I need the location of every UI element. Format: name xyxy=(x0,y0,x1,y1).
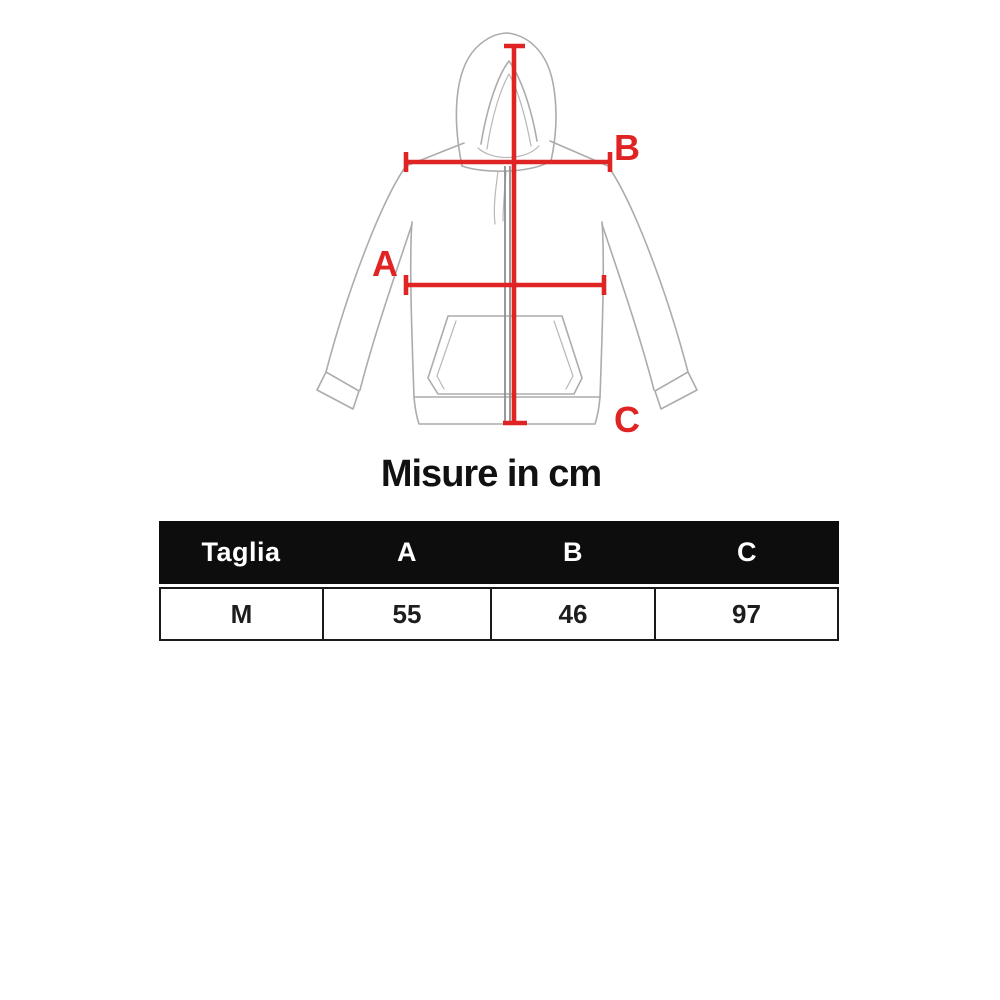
cell-b-value: 46 xyxy=(490,589,654,639)
header-cell-c: C xyxy=(737,537,757,567)
cell-c-value: 97 xyxy=(654,589,837,639)
measurement-lines xyxy=(406,46,610,423)
header-cell-b: B xyxy=(563,537,583,567)
size-table xyxy=(159,521,839,641)
header-cell-a: A xyxy=(397,537,417,567)
cell-a-value: 55 xyxy=(322,589,490,639)
hoodie-outline xyxy=(317,33,697,424)
header-cell-taglia: Taglia xyxy=(201,537,281,567)
hoodie-measurement-diagram xyxy=(0,0,1000,460)
size-table-header-row xyxy=(159,521,839,584)
size-table-data-row xyxy=(159,587,839,641)
measure-label-c: C xyxy=(614,399,640,440)
measure-label-b: B xyxy=(614,127,640,168)
page-title: Misure in cm xyxy=(380,453,602,495)
cell-taglia-value: M xyxy=(230,598,253,629)
zipper-line xyxy=(505,166,510,424)
measure-label-a: A xyxy=(372,243,398,284)
hoodie-line-art xyxy=(280,10,720,450)
